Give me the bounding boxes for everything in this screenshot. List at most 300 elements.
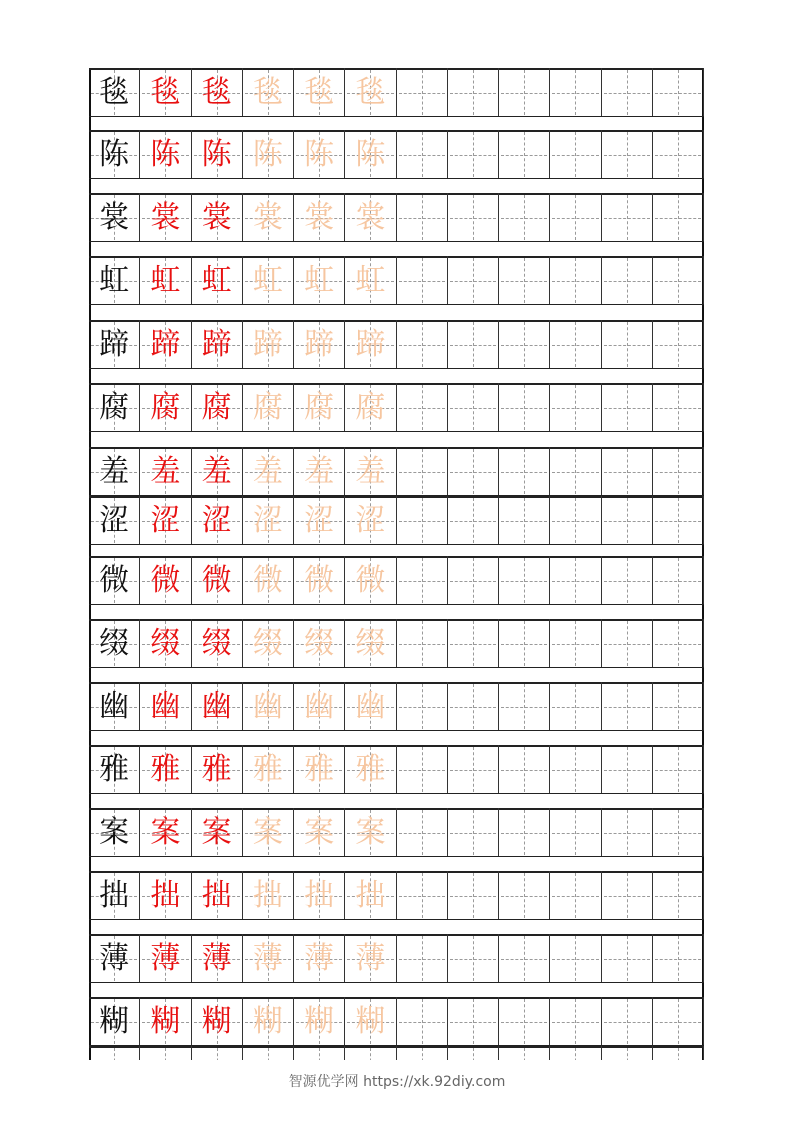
grid-cell[interactable] (89, 68, 140, 117)
grid-cell[interactable] (550, 383, 601, 432)
grid-cell[interactable] (192, 1046, 243, 1060)
grid-cell[interactable] (499, 556, 550, 605)
grid-cell[interactable] (653, 556, 704, 605)
grid-cell[interactable] (397, 682, 448, 731)
grid-cell[interactable] (602, 745, 653, 794)
grid-cell[interactable] (345, 256, 396, 305)
grid-cell[interactable] (294, 496, 345, 545)
grid-cell[interactable] (602, 256, 653, 305)
guide-line-horizontal (450, 833, 496, 834)
grid-cell[interactable] (653, 68, 704, 117)
grid-cell[interactable] (243, 682, 294, 731)
guide-line-horizontal (552, 707, 598, 708)
grid-cell[interactable] (89, 745, 140, 794)
grid-cell[interactable] (89, 997, 140, 1046)
red-sample-character: 拙 (150, 878, 181, 913)
grid-cell[interactable] (140, 447, 191, 496)
grid-cell[interactable] (243, 556, 294, 605)
grid-cell[interactable] (550, 496, 601, 545)
trace-character: 虹 (355, 263, 386, 298)
guide-line-horizontal (604, 218, 650, 219)
guide-line-horizontal (399, 472, 445, 473)
grid-cell[interactable] (89, 556, 140, 605)
grid-cell[interactable] (448, 934, 499, 983)
grid-cell[interactable] (499, 320, 550, 369)
grid-cell[interactable] (602, 682, 653, 731)
grid-cell[interactable] (140, 934, 191, 983)
grid-cell[interactable] (448, 256, 499, 305)
practice-row (89, 1046, 704, 1060)
trace-character: 涩 (355, 503, 386, 538)
grid-cell[interactable] (89, 619, 140, 668)
guide-line-horizontal (501, 521, 547, 522)
grid-cell[interactable] (89, 682, 140, 731)
trace-character: 糊 (252, 1004, 283, 1039)
grid-cell[interactable] (397, 383, 448, 432)
grid-cell[interactable] (499, 871, 550, 920)
grid-cell[interactable] (89, 130, 140, 179)
guide-line-horizontal (655, 155, 701, 156)
guide-line-horizontal (399, 707, 445, 708)
grid-cell[interactable] (602, 556, 653, 605)
grid-cell[interactable] (243, 193, 294, 242)
guide-line-horizontal (501, 896, 547, 897)
grid-cell[interactable] (140, 619, 191, 668)
grid-cell[interactable] (653, 871, 704, 920)
grid-cell[interactable] (294, 745, 345, 794)
grid-cell[interactable] (294, 682, 345, 731)
grid-cell[interactable] (653, 1046, 704, 1060)
grid-cell[interactable] (345, 320, 396, 369)
grid-cell[interactable] (602, 383, 653, 432)
grid-cell[interactable] (448, 1046, 499, 1060)
grid-cell[interactable] (140, 997, 191, 1046)
grid-cell[interactable] (345, 871, 396, 920)
grid-cell[interactable] (243, 383, 294, 432)
guide-line-horizontal (655, 770, 701, 771)
guide-line-horizontal (552, 281, 598, 282)
grid-cell[interactable] (294, 1046, 345, 1060)
grid-cell[interactable] (602, 496, 653, 545)
grid-cell[interactable] (499, 619, 550, 668)
model-character: 腐 (99, 390, 130, 425)
guide-line-horizontal (552, 644, 598, 645)
grid-cell[interactable] (653, 256, 704, 305)
grid-cell[interactable] (602, 1046, 653, 1060)
model-character: 薄 (99, 941, 130, 976)
grid-cell[interactable] (140, 871, 191, 920)
grid-cell[interactable] (499, 808, 550, 857)
grid-cell[interactable] (653, 808, 704, 857)
trace-character: 涩 (304, 503, 335, 538)
guide-line-vertical (319, 1048, 320, 1060)
grid-cell[interactable] (294, 256, 345, 305)
grid-cell[interactable] (397, 745, 448, 794)
grid-cell[interactable] (602, 447, 653, 496)
grid-cell[interactable] (192, 496, 243, 545)
grid-cell[interactable] (448, 447, 499, 496)
grid-cell[interactable] (550, 447, 601, 496)
trace-character: 缀 (304, 626, 335, 661)
grid-cell[interactable] (192, 556, 243, 605)
grid-cell[interactable] (140, 383, 191, 432)
guide-line-horizontal (552, 345, 598, 346)
grid-cell[interactable] (448, 745, 499, 794)
grid-cell[interactable] (192, 130, 243, 179)
grid-cell[interactable] (499, 193, 550, 242)
guide-line-horizontal (501, 408, 547, 409)
grid-cell[interactable] (499, 745, 550, 794)
trace-character: 案 (252, 815, 283, 850)
trace-character: 裳 (304, 200, 335, 235)
grid-cell[interactable] (345, 1046, 396, 1060)
practice-row (89, 682, 704, 731)
grid-cell[interactable] (192, 320, 243, 369)
grid-cell[interactable] (397, 68, 448, 117)
guide-line-horizontal (604, 770, 650, 771)
grid-cell[interactable] (397, 130, 448, 179)
grid-cell[interactable] (397, 808, 448, 857)
grid-cell[interactable] (192, 383, 243, 432)
grid-cell[interactable] (345, 619, 396, 668)
grid-cell[interactable] (397, 447, 448, 496)
grid-cell[interactable] (192, 68, 243, 117)
grid-cell[interactable] (294, 871, 345, 920)
grid-cell[interactable] (448, 496, 499, 545)
guide-line-horizontal (399, 581, 445, 582)
red-sample-character: 幽 (150, 689, 181, 724)
grid-cell[interactable] (243, 808, 294, 857)
guide-line-horizontal (655, 707, 701, 708)
grid-cell[interactable] (397, 496, 448, 545)
grid-cell[interactable] (602, 808, 653, 857)
grid-cell[interactable] (499, 383, 550, 432)
grid-cell[interactable] (345, 193, 396, 242)
grid-cell[interactable] (602, 997, 653, 1046)
guide-line-horizontal (450, 472, 496, 473)
grid-cell[interactable] (243, 619, 294, 668)
grid-cell[interactable] (89, 320, 140, 369)
grid-cell[interactable] (294, 997, 345, 1046)
grid-cell[interactable] (192, 447, 243, 496)
grid-cell[interactable] (294, 556, 345, 605)
grid-cell[interactable] (192, 871, 243, 920)
practice-row (89, 130, 704, 179)
grid-cell[interactable] (397, 256, 448, 305)
grid-cell[interactable] (397, 1046, 448, 1060)
trace-character: 微 (304, 563, 335, 598)
grid-cell[interactable] (550, 1046, 601, 1060)
grid-cell[interactable] (89, 447, 140, 496)
guide-line-horizontal (552, 959, 598, 960)
grid-cell[interactable] (448, 682, 499, 731)
model-character: 毯 (99, 75, 130, 110)
guide-line-horizontal (399, 521, 445, 522)
grid-cell[interactable] (192, 619, 243, 668)
grid-cell[interactable] (653, 934, 704, 983)
grid-cell[interactable] (448, 68, 499, 117)
grid-cell[interactable] (499, 256, 550, 305)
grid-cell[interactable] (550, 871, 601, 920)
guide-line-horizontal (399, 281, 445, 282)
grid-cell[interactable] (294, 383, 345, 432)
model-character: 微 (99, 563, 130, 598)
grid-cell[interactable] (294, 447, 345, 496)
red-sample-character: 案 (201, 815, 232, 850)
grid-cell[interactable] (89, 256, 140, 305)
grid-cell[interactable] (140, 68, 191, 117)
grid-cell[interactable] (89, 193, 140, 242)
red-sample-character: 薄 (150, 941, 181, 976)
grid-cell[interactable] (397, 934, 448, 983)
red-sample-character: 虹 (150, 263, 181, 298)
grid-cell[interactable] (243, 447, 294, 496)
grid-cell[interactable] (294, 934, 345, 983)
guide-line-horizontal (552, 155, 598, 156)
grid-cell[interactable] (448, 808, 499, 857)
grid-cell[interactable] (345, 556, 396, 605)
trace-character: 幽 (252, 689, 283, 724)
grid-cell[interactable] (653, 383, 704, 432)
grid-cell[interactable] (294, 808, 345, 857)
guide-line-horizontal (501, 833, 547, 834)
grid-cell[interactable] (89, 871, 140, 920)
grid-cell[interactable] (499, 496, 550, 545)
grid-cell[interactable] (653, 997, 704, 1046)
grid-cell[interactable] (243, 320, 294, 369)
grid-cell[interactable] (140, 320, 191, 369)
grid-cell[interactable] (602, 320, 653, 369)
grid-cell[interactable] (345, 934, 396, 983)
grid-cell[interactable] (602, 68, 653, 117)
grid-cell[interactable] (89, 808, 140, 857)
guide-line-horizontal (552, 218, 598, 219)
guide-line-horizontal (655, 345, 701, 346)
grid-cell[interactable] (550, 130, 601, 179)
grid-cell[interactable] (140, 556, 191, 605)
grid-cell[interactable] (550, 997, 601, 1046)
guide-line-horizontal (399, 408, 445, 409)
guide-line-horizontal (552, 896, 598, 897)
grid-cell[interactable] (89, 1046, 140, 1060)
grid-cell[interactable] (499, 682, 550, 731)
red-sample-character: 蹄 (150, 327, 181, 362)
grid-cell[interactable] (397, 871, 448, 920)
guide-line-horizontal (552, 93, 598, 94)
guide-line-horizontal (450, 218, 496, 219)
grid-cell[interactable] (89, 934, 140, 983)
grid-cell[interactable] (192, 682, 243, 731)
grid-cell[interactable] (397, 320, 448, 369)
grid-cell[interactable] (448, 619, 499, 668)
grid-cell[interactable] (345, 682, 396, 731)
guide-line-horizontal (604, 281, 650, 282)
trace-character: 涩 (252, 503, 283, 538)
grid-cell[interactable] (140, 1046, 191, 1060)
grid-cell[interactable] (345, 496, 396, 545)
grid-cell[interactable] (140, 745, 191, 794)
grid-cell[interactable] (448, 320, 499, 369)
grid-cell[interactable] (397, 619, 448, 668)
grid-cell[interactable] (243, 496, 294, 545)
grid-cell[interactable] (243, 997, 294, 1046)
guide-line-horizontal (604, 707, 650, 708)
guide-line-horizontal (501, 472, 547, 473)
red-sample-character: 糊 (150, 1004, 181, 1039)
grid-cell[interactable] (602, 871, 653, 920)
grid-cell[interactable] (550, 68, 601, 117)
grid-cell[interactable] (499, 68, 550, 117)
grid-cell[interactable] (550, 320, 601, 369)
guide-line-horizontal (604, 521, 650, 522)
grid-cell[interactable] (653, 745, 704, 794)
guide-line-horizontal (604, 833, 650, 834)
grid-cell[interactable] (140, 256, 191, 305)
grid-cell[interactable] (243, 745, 294, 794)
grid-cell[interactable] (243, 934, 294, 983)
red-sample-character: 缀 (150, 626, 181, 661)
grid-cell[interactable] (550, 193, 601, 242)
guide-line-horizontal (604, 644, 650, 645)
trace-character: 拙 (304, 878, 335, 913)
grid-cell[interactable] (140, 682, 191, 731)
grid-cell[interactable] (345, 383, 396, 432)
red-sample-character: 毯 (201, 75, 232, 110)
grid-cell[interactable] (294, 68, 345, 117)
grid-cell[interactable] (602, 619, 653, 668)
grid-cell[interactable] (602, 130, 653, 179)
grid-cell[interactable] (89, 496, 140, 545)
guide-line-horizontal (399, 770, 445, 771)
grid-cell[interactable] (550, 256, 601, 305)
grid-cell[interactable] (192, 808, 243, 857)
grid-cell[interactable] (653, 447, 704, 496)
practice-row (89, 496, 704, 545)
trace-character: 羞 (355, 454, 386, 489)
grid-cell[interactable] (448, 997, 499, 1046)
red-sample-character: 微 (150, 563, 181, 598)
grid-cell[interactable] (192, 934, 243, 983)
guide-line-horizontal (399, 959, 445, 960)
practice-row (89, 256, 704, 305)
grid-cell[interactable] (448, 871, 499, 920)
guide-line-horizontal (655, 521, 701, 522)
grid-cell[interactable] (140, 193, 191, 242)
guide-line-horizontal (450, 1022, 496, 1023)
grid-cell[interactable] (653, 193, 704, 242)
grid-cell[interactable] (192, 745, 243, 794)
grid-cell[interactable] (397, 556, 448, 605)
grid-cell[interactable] (345, 808, 396, 857)
grid-cell[interactable] (397, 193, 448, 242)
grid-cell[interactable] (140, 496, 191, 545)
grid-cell[interactable] (499, 997, 550, 1046)
grid-cell[interactable] (140, 130, 191, 179)
grid-cell[interactable] (550, 808, 601, 857)
guide-line-horizontal (450, 93, 496, 94)
grid-cell[interactable] (653, 619, 704, 668)
grid-cell[interactable] (653, 320, 704, 369)
grid-cell[interactable] (192, 193, 243, 242)
guide-line-horizontal (501, 707, 547, 708)
grid-cell[interactable] (448, 556, 499, 605)
guide-line-horizontal (450, 521, 496, 522)
guide-line-horizontal (552, 581, 598, 582)
grid-cell[interactable] (89, 383, 140, 432)
grid-cell[interactable] (499, 1046, 550, 1060)
guide-line-horizontal (450, 281, 496, 282)
grid-cell[interactable] (550, 556, 601, 605)
grid-cell[interactable] (345, 68, 396, 117)
grid-cell[interactable] (294, 320, 345, 369)
grid-cell[interactable] (294, 130, 345, 179)
grid-cell[interactable] (499, 934, 550, 983)
grid-cell[interactable] (653, 682, 704, 731)
guide-line-horizontal (604, 1022, 650, 1023)
grid-cell[interactable] (192, 997, 243, 1046)
grid-cell[interactable] (243, 68, 294, 117)
practice-row (89, 808, 704, 857)
grid-cell[interactable] (550, 934, 601, 983)
guide-line-vertical (422, 1048, 423, 1060)
grid-cell[interactable] (448, 193, 499, 242)
guide-line-horizontal (655, 218, 701, 219)
grid-cell[interactable] (294, 619, 345, 668)
grid-cell[interactable] (448, 130, 499, 179)
trace-character: 薄 (252, 941, 283, 976)
grid-cell[interactable] (550, 745, 601, 794)
trace-character: 陈 (252, 137, 283, 172)
grid-cell[interactable] (653, 496, 704, 545)
red-sample-character: 案 (150, 815, 181, 850)
grid-cell[interactable] (345, 130, 396, 179)
guide-line-horizontal (501, 959, 547, 960)
red-sample-character: 雅 (150, 752, 181, 787)
trace-character: 糊 (304, 1004, 335, 1039)
grid-cell[interactable] (243, 130, 294, 179)
grid-cell[interactable] (345, 997, 396, 1046)
grid-cell[interactable] (243, 256, 294, 305)
trace-character: 羞 (252, 454, 283, 489)
model-character: 雅 (99, 752, 130, 787)
trace-character: 毯 (252, 75, 283, 110)
model-character: 涩 (99, 503, 130, 538)
grid-cell[interactable] (602, 934, 653, 983)
grid-cell[interactable] (345, 447, 396, 496)
grid-cell[interactable] (499, 447, 550, 496)
practice-row (89, 871, 704, 920)
grid-cell[interactable] (345, 745, 396, 794)
grid-cell[interactable] (550, 682, 601, 731)
practice-row (89, 320, 704, 369)
guide-line-horizontal (450, 345, 496, 346)
grid-cell[interactable] (140, 808, 191, 857)
grid-cell[interactable] (448, 383, 499, 432)
guide-line-horizontal (604, 345, 650, 346)
grid-cell[interactable] (294, 193, 345, 242)
guide-line-horizontal (399, 93, 445, 94)
model-character: 幽 (99, 689, 130, 724)
grid-cell[interactable] (499, 130, 550, 179)
grid-cell[interactable] (192, 256, 243, 305)
grid-cell[interactable] (602, 193, 653, 242)
grid-cell[interactable] (550, 619, 601, 668)
grid-cell[interactable] (653, 130, 704, 179)
grid-cell[interactable] (397, 997, 448, 1046)
grid-cell[interactable] (243, 1046, 294, 1060)
grid-cell[interactable] (243, 871, 294, 920)
guide-line-horizontal (552, 472, 598, 473)
